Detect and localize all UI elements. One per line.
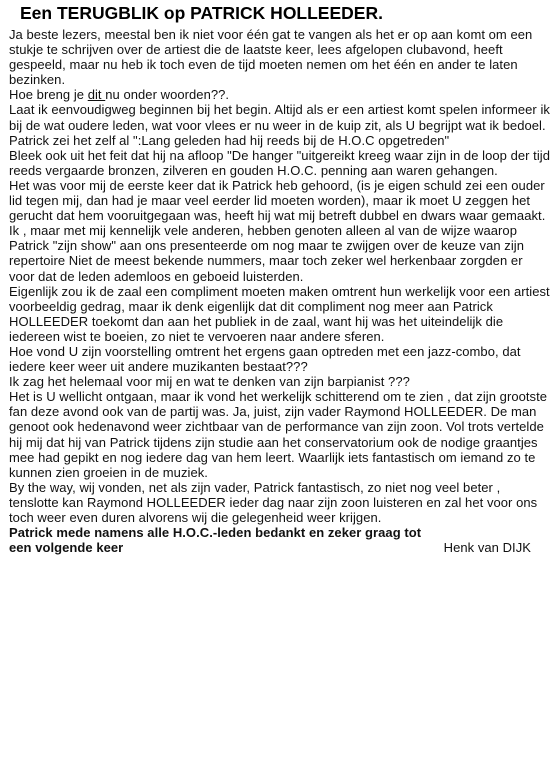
- page-title: Een TERUGBLIK op PATRICK HOLLEEDER.: [20, 3, 383, 23]
- paragraph: Het was voor mij de eerste keer dat ik Patrick heb gehoord, (is je eigen schuld zei een ouder lid tegen mij, dan had je maar veel eerder lid moeten worden), maar ik moet U zeggen het gerucht dat hem vooruitgegaan was, heeft hij wat mij betreft dubbel en dwars waar gemaakt.: [9, 177, 546, 224]
- document-page: [9, 2, 551, 555]
- paragraph: Ik zag het helemaal voor mij en wat te denken van zijn barpianist ???: [9, 374, 410, 390]
- paragraph: Hoe vond U zijn voorstelling omtrent het ergens gaan optreden met een jazz-combo, dat iedere keer weer uit andere muzikanten bestaat???: [9, 343, 521, 375]
- author-signature: Henk van DIJK: [443, 540, 531, 556]
- paragraph: Bleek ook uit het feit dat hij na afloop "De hanger "uitgereikt kreeg waar zijn in de loop der tijd reeds vergaarde bronzen, zilveren en gouden H.O.C. penning aan waren gehangen.: [9, 147, 550, 178]
- paragraph: Het is U wellicht ontgaan, maar ik vond het werkelijk schitterend om te zien , dat zijn grootste fan deze avond ook van de partij was. Ja, juist, zijn vader Raymond HOLLEEDER. De man genoot ook hedenavond weer zichtbaar van de performance van zijn zoon. Vol trots vertelde hij mij dat hij van Patrick tijdens zijn studie aan het conservatorium ook de nodige graantjes mee had gepikt en nog iedere dag van hem leert. Waarlijk iets fantastisch om iemand zo te kunnen zien groeien in de muziek.: [9, 389, 548, 480]
- paragraph: [9, 87, 551, 102]
- paragraph: Patrick zei het zelf al ":Lang geleden had hij reeds bij de H.O.C opgetreden": [9, 132, 450, 148]
- paragraph: Eigenlijk zou ik de zaal een compliment moeten maken omtrent hun werkelijk voor een artiest voorbeeldig gedrag, maar ik denk eigenlijk dat dit compliment nog meer aan Patrick HOLLEEDER toekomt dan aan het publiek in de zaal, want hij was het uiteindelijk die iedereen wist te boeien, zo niet te vervoeren naar andere sferen.: [9, 283, 550, 344]
- article-body: [9, 27, 551, 555]
- paragraph: Laat ik eenvoudigweg beginnen bij het begin. Altijd als er een artiest komt spelen informeer ik bij de wat oudere leden, wat voor vlees er nu weer in de kuip zit, als U begrijpt wat ik bedoel.: [9, 102, 550, 133]
- text-span: Hoe breng je: [9, 87, 88, 103]
- underlined-word: dit: [87, 87, 106, 103]
- text-span: nu onder woorden??.: [105, 87, 230, 103]
- paragraph: Ik , maar met mij kennelijk vele anderen, hebben genoten alleen al van de wijze waarop Patrick "zijn show" aan ons presenteerde om nog maar te zwijgen over de keuze van zijn repertoire Niet de meest bekende nummers, maar toch zeker wel herkenbaar zorgden er voor dat de leden ademloos en geboeid luisterden.: [9, 223, 525, 284]
- closing-line: Patrick mede namens alle H.O.C.-leden bedankt en zeker graag tot: [9, 525, 422, 541]
- paragraph: Ja beste lezers, meestal ben ik niet voor één gat te vangen als het er op aan komt om een stukje te schrijven over de artiest die de laatste keer, lees afgelopen clubavond, heeft gespeeld, maar nu heb ik toch even de tijd moeten nemen om het één en ander te laten bezinken.: [9, 27, 533, 88]
- closing-signature-line: [9, 540, 551, 555]
- closing-line-end: een volgende keer: [9, 540, 124, 556]
- paragraph: By the way, wij vonden, net als zijn vader, Patrick fantastisch, zo niet nog veel beter , tenslotte kan Raymond HOLLEEDER ieder dag naar zijn zoon luisteren en zal het voor ons toch weer even duren alvorens wij die gelegenheid weer krijgen.: [9, 479, 538, 525]
